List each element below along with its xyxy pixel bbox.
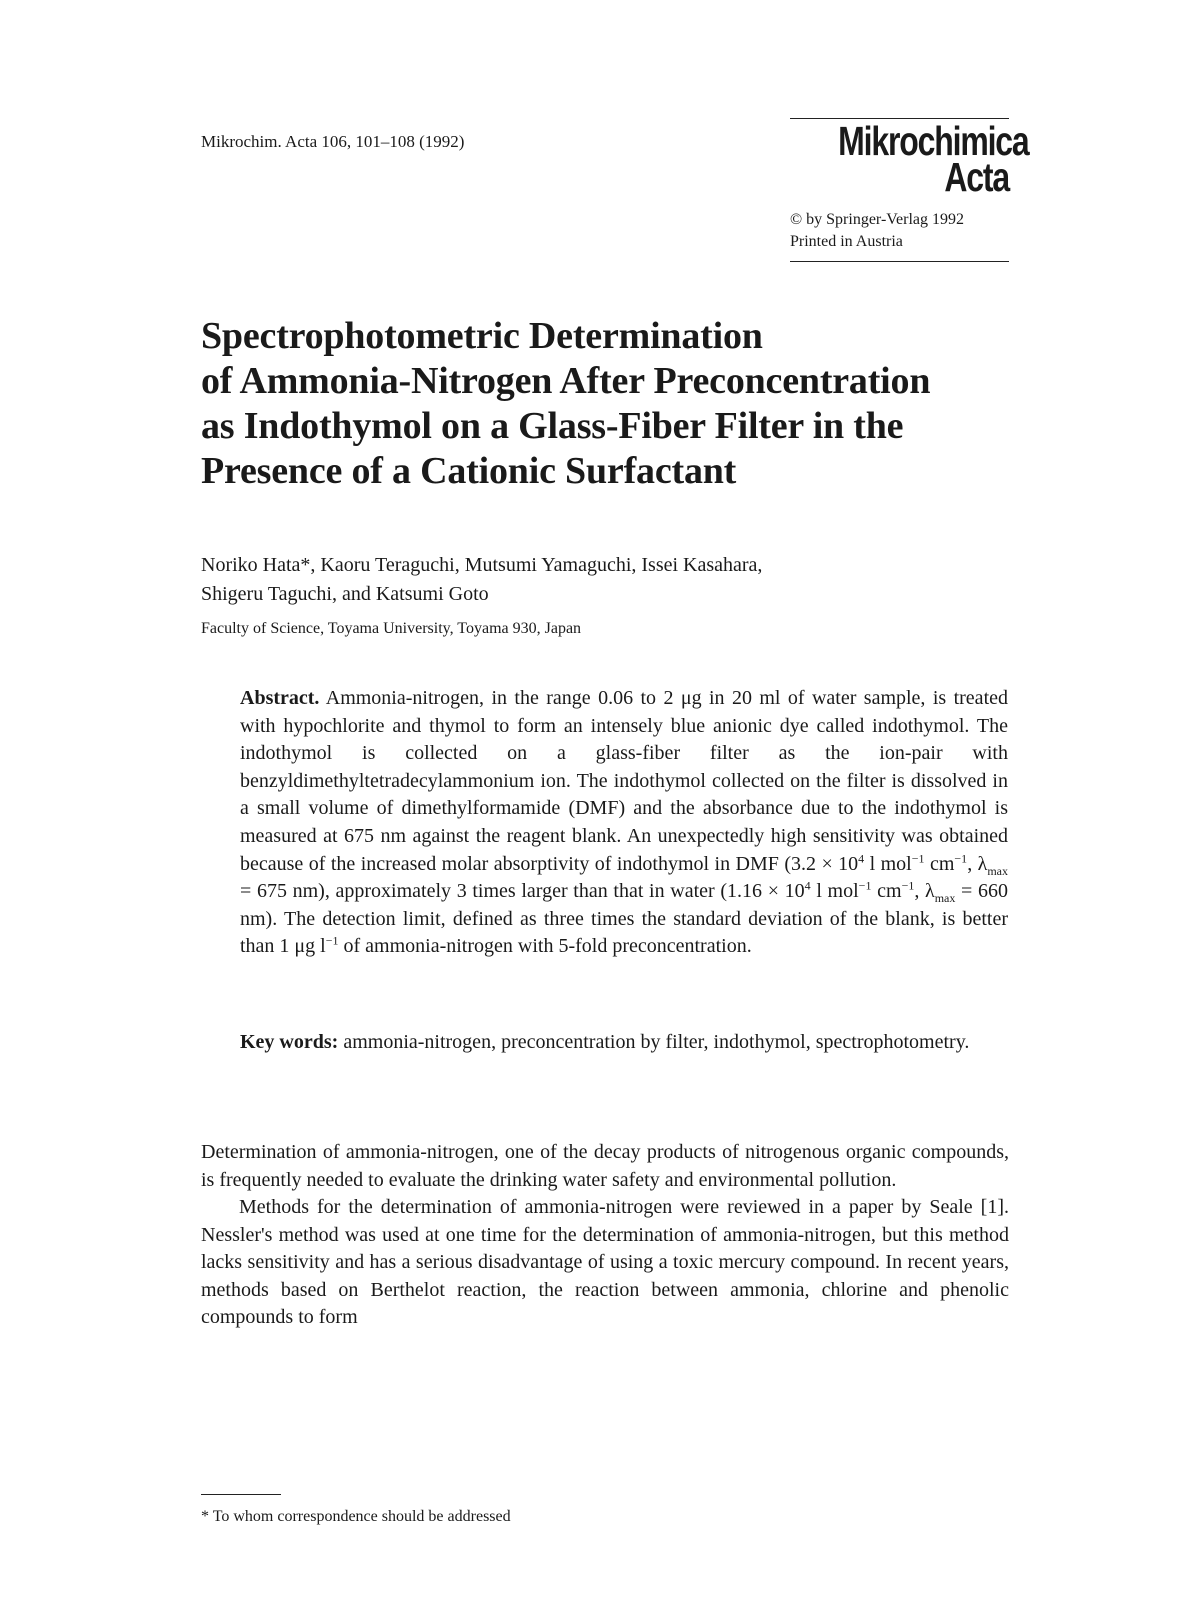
title-line-1: Spectrophotometric Determination — [201, 315, 763, 357]
footnote: * To whom correspondence should be addressed — [201, 1508, 511, 1525]
footnote-rule — [201, 1494, 281, 1495]
abstract-text: of ammonia-nitrogen with 5-fold preconcentration. — [338, 935, 752, 958]
journal-logo-line1: Mikrochimica — [838, 118, 1029, 164]
keywords-label: Key words: — [240, 1031, 339, 1053]
abstract-text: = 675 nm), approximately 3 times larger than that in water (1.16 × 10 — [240, 880, 805, 903]
body-text — [201, 1139, 1009, 1332]
title-line-2: of Ammonia-Nitrogen After Preconcentration — [201, 360, 931, 402]
keywords-text: ammonia-nitrogen, preconcentration by filter, indothymol, spectrophotometry. — [338, 1031, 970, 1053]
abstract-label: Abstract. — [240, 687, 320, 709]
body-paragraph-1: Determination of ammonia-nitrogen, one of the decay products of nitrogenous organic compounds, is frequently needed to evaluate the drinking water safety and environmental pollution. — [201, 1141, 1009, 1191]
abstract-superscript: −1 — [325, 933, 339, 948]
masthead-bottom-rule — [790, 261, 1009, 262]
title-line-4: Presence of a Cationic Surfactant — [201, 450, 737, 492]
abstract-superscript: 4 — [858, 850, 865, 865]
article-title — [201, 314, 1001, 494]
journal-logo-line2: Acta — [944, 154, 1009, 200]
abstract-text: , λ — [914, 880, 935, 903]
abstract-text: = 660 nm). The detection limit, defined as three times the standard deviation of the blank, is better than 1 μg l — [240, 880, 1009, 958]
printed-line: Printed in Austria — [790, 233, 903, 250]
abstract-text: l mol — [864, 852, 912, 875]
abstract-text: Ammonia-nitrogen, in the range 0.06 to 2 μg in 20 ml of water sample, is treated with hypochlorite and thymol to form an intensely blue anionic dye called indothymol. The indothymol is collected on a glass-fiber filter as the ion-pair with benzyldimethyltetradecylammonium ion. The indothymol collected on the filter is dissolved in a small volume of dimethylformamide (DMF) and the absorbance due to the indothymol is measured at 675 nm against the reagent blank. An unexpectedly high sensitivity was obtained because of the increased molar absorptivity of indothymol in DMF (3.2 × 10 — [240, 687, 1008, 875]
authors-line-2: Shigeru Taguchi, and Katsumi Goto — [201, 583, 489, 605]
journal-masthead — [790, 118, 1029, 262]
affiliation: Faculty of Science, Toyama University, Toyama 930, Japan — [201, 620, 582, 637]
publisher-info — [790, 209, 1009, 253]
title-line-3: as Indothymol on a Glass-Fiber Filter in the — [201, 405, 904, 447]
abstract-subscript: max — [934, 891, 956, 906]
abstract-text: cm — [924, 852, 955, 875]
author-list — [201, 551, 1001, 609]
abstract-text: cm — [871, 880, 902, 903]
journal-citation: Mikrochim. Acta 106, 101–108 (1992) — [201, 132, 465, 151]
abstract-superscript: −1 — [911, 850, 925, 865]
abstract-text: l mol — [810, 880, 859, 903]
abstract — [240, 685, 1008, 961]
journal-logo — [838, 118, 1029, 200]
body-paragraph-2: Methods for the determination of ammonia-nitrogen were reviewed in a paper by Seale [1]. Nessler's method was used at one time for the determination of ammonia-nitrogen, but this method lacks sensitivity and has a serious disadvantage of using a toxic mercury compound. In recent years, methods based on Berthelot reaction, the reaction between ammonia, chlorine and phenolic compounds to form — [201, 1196, 1009, 1328]
copyright-line: © by Springer-Verlag 1992 — [790, 211, 965, 228]
abstract-superscript: −1 — [954, 850, 968, 865]
abstract-superscript: −1 — [858, 878, 872, 893]
abstract-superscript: 4 — [804, 878, 811, 893]
keywords — [240, 1029, 1008, 1057]
authors-line-1: Noriko Hata*, Kaoru Teraguchi, Mutsumi Yamaguchi, Issei Kasahara, — [201, 554, 763, 576]
abstract-text: , λ — [967, 852, 988, 875]
abstract-superscript: −1 — [901, 878, 915, 893]
abstract-subscript: max — [987, 863, 1009, 878]
